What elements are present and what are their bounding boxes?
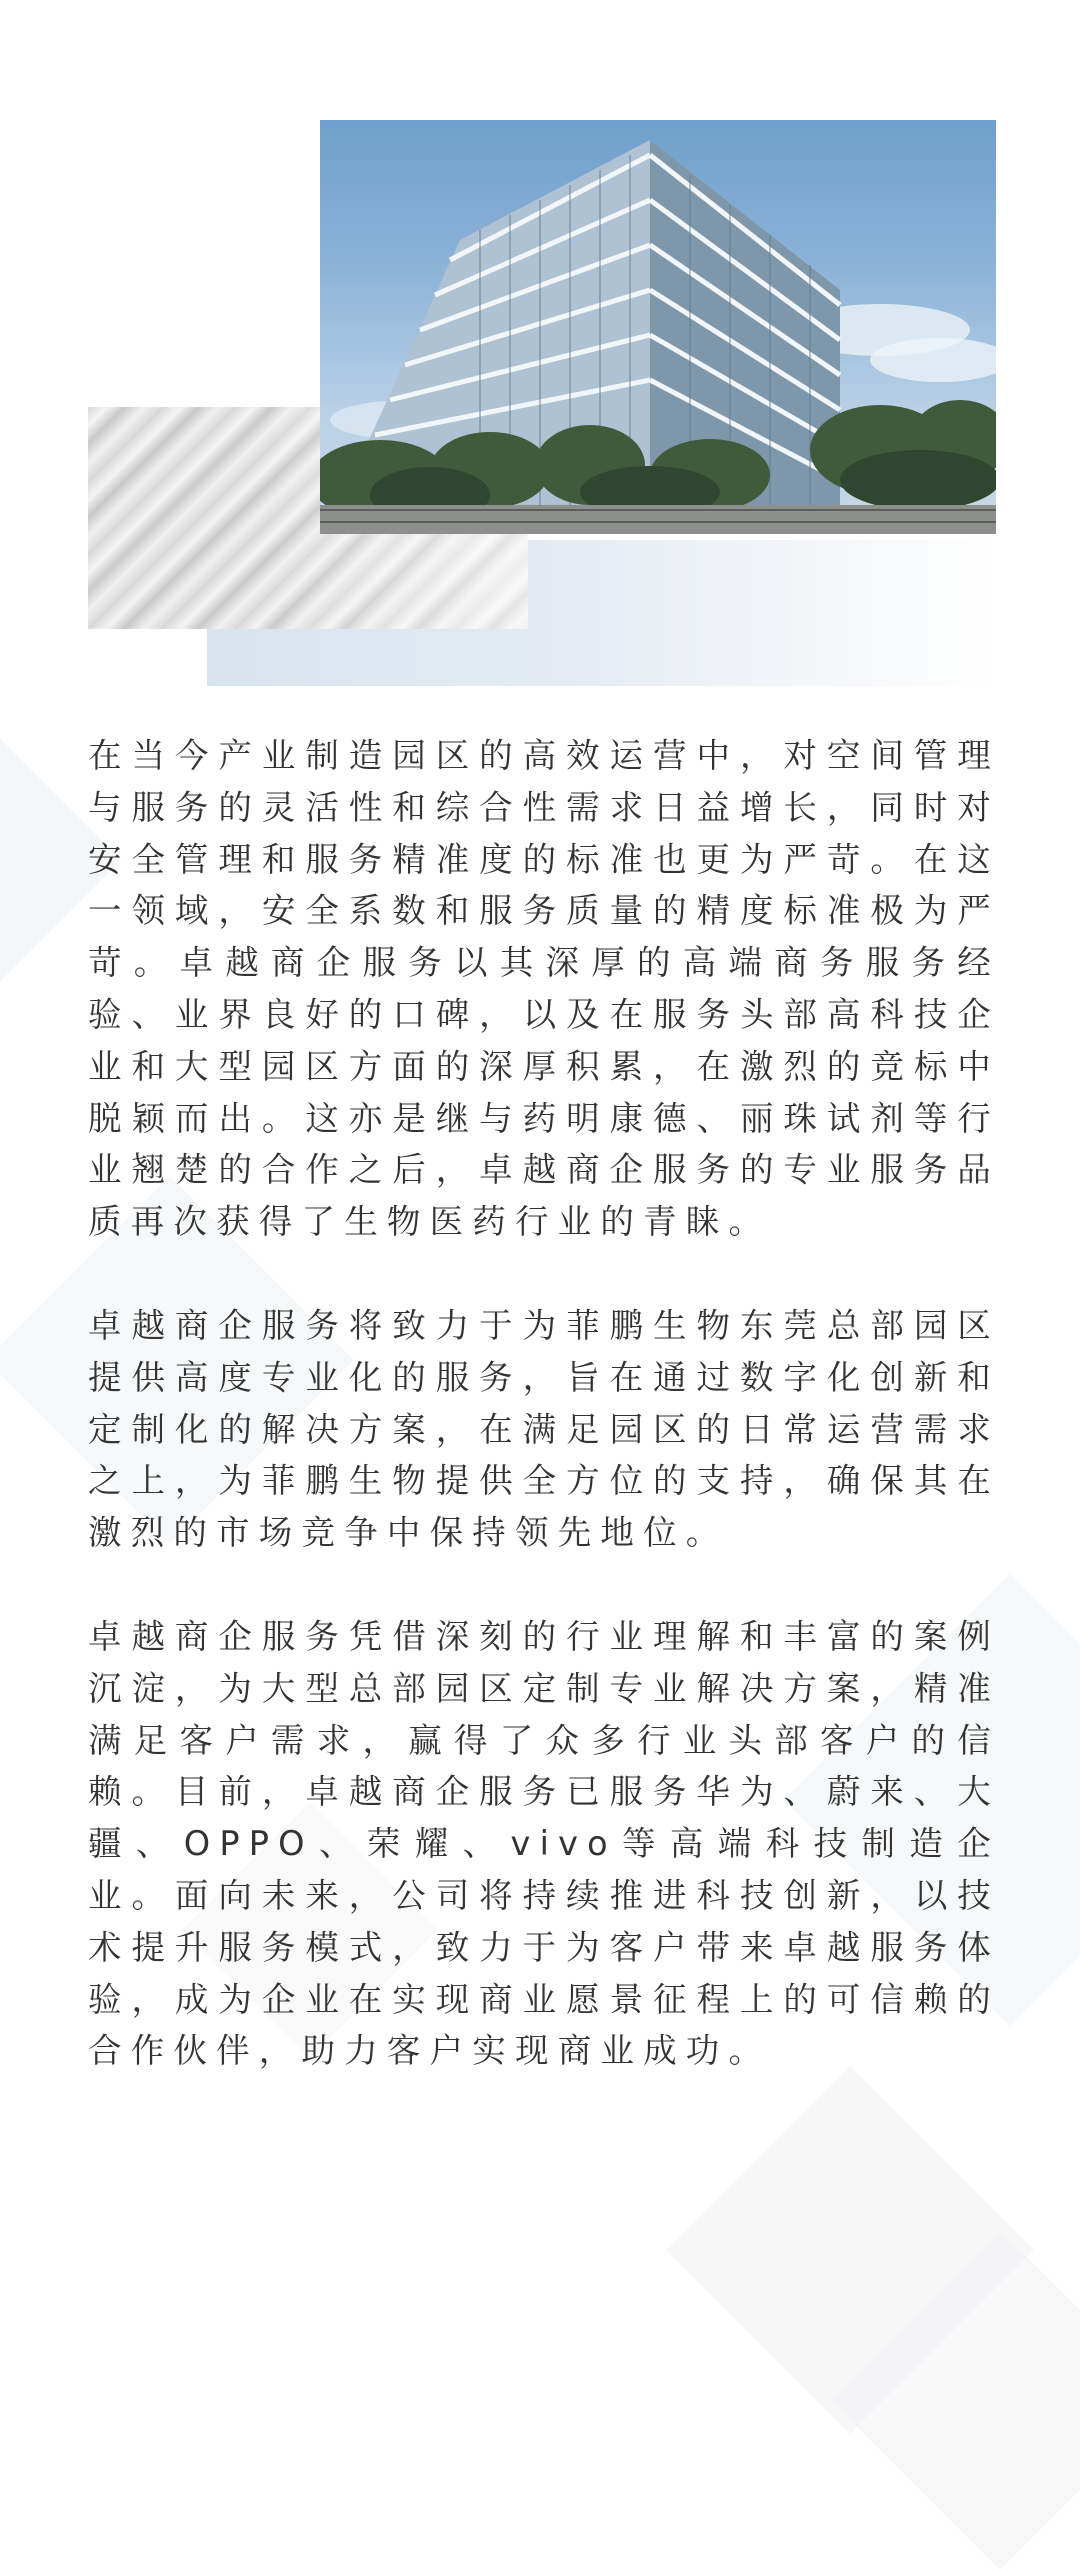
article-paragraph: 卓越商企服务将致力于为菲鹏生物东莞总部园区提供高度专业化的服务，旨在通过数字化创新和定制化的解决方案，在满足园区的日常运营需求之上，为菲鹏生物提供全方位的支持，确保其在激烈的市场竞争中保持领先地位。 [88,1305,1000,1553]
article-paragraph: 在当今产业制造园区的高效运营中，对空间管理与服务的灵活性和综合性需求日益增长，同时对安全管理和服务精准度的标准也更为严苛。在这一领域，安全系数和服务质量的精度标准极为严苛。卓越商企服务以其深厚的高端商务服务经验、业界良好的口碑，以及在服务头部高科技企业和大型园区方面的深厚积累，在激烈的竞标中脱颖而出。这亦是继与药明康德、丽珠试剂等行业翘楚的合作之后，卓越商企服务的专业服务品质再次获得了生物医药行业的青睐。 [88,736,1000,1242]
hero-banner [0,0,1080,700]
article-body [88,730,1000,2129]
building-photo [320,120,996,534]
article-paragraph: 卓越商企服务凭借深刻的行业理解和丰富的案例沉淀，为大型总部园区定制专业解决方案，精准满足客户需求，赢得了众多行业头部客户的信赖。目前，卓越商企服务已服务华为、蔚来、大疆、OPPO、荣耀、vivo等高端科技制造企业。面向未来，公司将持续推进科技创新，以技术提升服务模式，致力于为客户带来卓越服务体验，成为企业在实现商业愿景征程上的可信赖的合作伙伴，助力客户实现商业成功。 [88,1616,1000,2071]
